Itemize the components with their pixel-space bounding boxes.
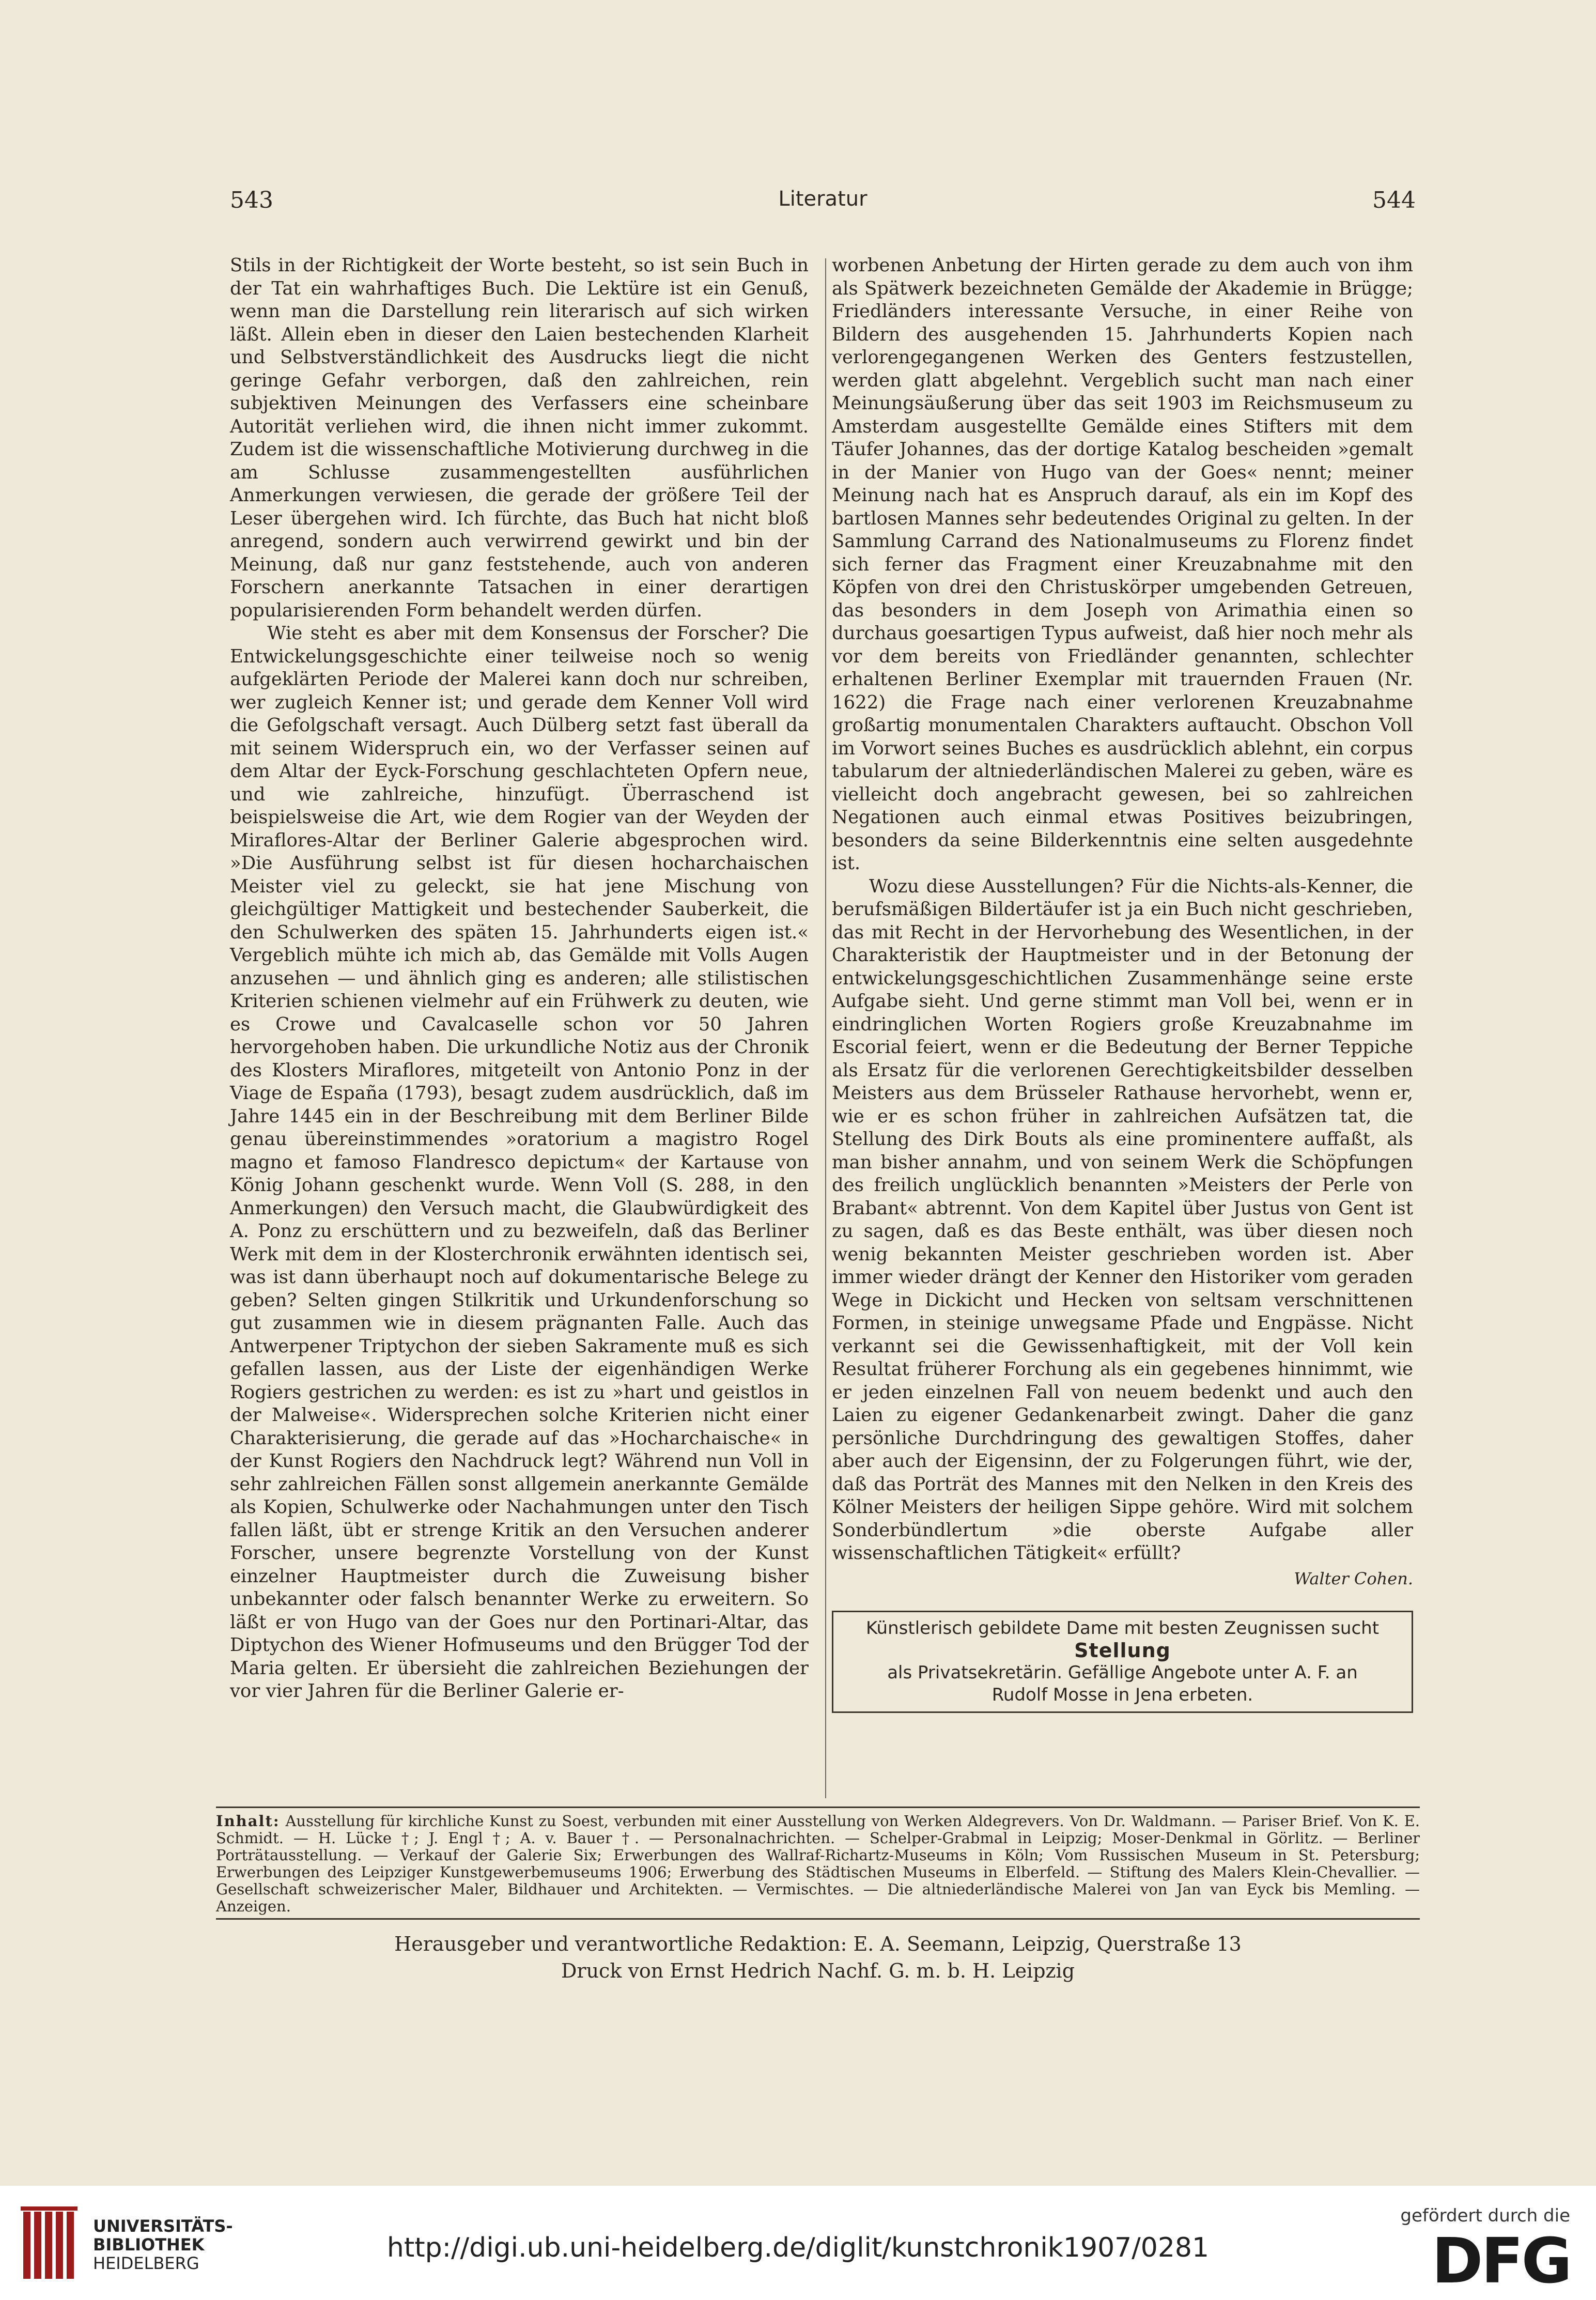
library-name-line: HEIDELBERG [93,2253,199,2273]
ad-line: Rudolf Mosse in Jena erbeten. [991,1685,1253,1705]
digitization-footer [0,2186,1596,2300]
author-signature: Walter Cohen. [1294,1568,1413,1588]
paragraph: Wie steht es aber mit dem Konsensus der Forscher? Die Entwickelungsgeschichte einer teilweise noch so wenig aufgeklärten Periode der Malerei kann doch nur schreiben, wer zugleich Kenner ist; und gerade dem Kenner Voll wird die Gefolgschaft versagt. Auch Dülberg setzt fast überall da mit seinem Widerspruch ein, wo der Verfasser seinen auf dem Altar der Eyck-Forschung geschlachteten Opfern neue, und wie zahlreiche, hinzufügt. Überraschend ist beispielsweise die Art, wie dem Rogier van der Weyden der Miraflores-Altar der Berliner Galerie abgesprochen wird. »Die Ausführung selbst ist für diesen hocharchaischen Meister viel zu geleckt, sie hat jene Mischung von gleichgültiger Mattigkeit und bestechender Sauberkeit, die den Schulwerken des späten 15. Jahrhunderts eigen ist.« Vergeblich mühte ich mich ab, das Gemälde mit Volls Augen anzusehen — und ähnlich ging es anderen; alle stilistischen Kriterien schienen vielmehr auf ein Frühwerk zu deuten, wie es Crowe und Cavalcaselle schon vor 50 Jahren hervorgehoben haben. Die urkundliche Notiz aus der Chronik des Klosters Miraflores, mitgeteilt von Antonio Ponz in der Viage de España (1793), besagt zudem ausdrücklich, daß im Jahre 1445 ein in der Beschreibung mit dem Berliner Bilde genau übereinstimmendes »oratorium a magistro Rogel magno et famoso Flandresco depictum« der Kartause von König Johann geschenkt wurde. Wenn Voll (S. 288, in den Anmerkungen) den Versuch macht, die Glaubwürdigkeit des A. Ponz zu erschüttern und zu bezweifeln, daß das Berliner Werk mit dem in der Klosterchronik erwähnten identisch sei, was ist dann überhaupt noch auf dokumentarische Belege zu geben? Selten gingen Stilkritik und Urkundenforschung so gut zusammen wie in diesem prägnanten Falle. Auch das Antwerpener Triptychon der sieben Sakramente muß es sich gefallen lassen, aus der Liste der eigenhändigen Werke Rogiers gestrichen zu werden: es ist zu »hart und geistlos in der Malweise«. Widersprechen solche Kriterien nicht einer Charakterisierung, die gerade auf das »Hocharchaische« in der Kunst Rogiers den Nachdruck legt? Während nun Voll in sehr zahlreichen Fällen sonst allgemein anerkannte Gemälde als Kopien, Schulwerke oder Nachahmungen unter den Tisch fallen läßt, übt er strenge Kritik an den Versuchen anderer Forscher, unsere begrenzte Vorstellung von der Kunst einzelner Hauptmeister durch die Zuweisung bisher unbekannter oder falsch benannter Werke zu erweitern. So läßt er von Hugo van der Goes nur den Portinari-Altar, das Diptychon des Wiener Hofmuseums und den Brügger Tod der Maria gelten. Er übersieht die zahlreichen Beziehungen der vor vier Jahren für die Berliner Galerie er- [230,623,809,1702]
ad-line: Künstlerisch gebildete Dame mit besten Zeugnissen sucht [865,1618,1380,1639]
paragraph: Stils in der Richtigkeit der Worte besteht, so ist sein Buch in der Tat ein wahrhaftiges Buch. Die Lektüre ist ein Genuß, wenn man die Darstellung rein literarisch auf sich wirken läßt. Allein eben in dieser den Laien bestechenden Klarheit und Selbstverständlichkeit des Ausdrucks liegt die nicht geringe Gefahr verborgen, daß den zahlreichen, rein subjektiven Meinungen des Verfassers eine scheinbare Autorität verliehen wird, die ihnen nicht immer zukommt. Zudem ist die wissenschaftliche Motivierung durchweg in die am Schlusse zusammengestellten ausführlichen Anmerkungen verwiesen, die gerade der größere Teil der Leser übergehen wird. Ich fürchte, das Buch hat nicht bloß anregend, sondern auch verwirrend gewirkt und bin der Meinung, daß nur ganz feststehende, auch von anderen Forschern anerkannte Tatsachen in einer derartigen popularisierenden Form behandelt werden dürfen. [230,255,809,621]
ad-line: als Privatsekretärin. Gefällige Angebote unter A. F. an [887,1662,1358,1683]
running-title: Literatur [778,187,867,211]
right-column [832,254,1413,1713]
contents-text: Ausstellung für kirchliche Kunst zu Soest, verbunden mit einer Ausstellung von Werken Aldegrevers. Von Dr. Waldmann. — Pariser Brief. Von K. E. Schmidt. — H. Lücke †; J. Engl †; A. v. Bauer †. — Personalnachrichten. — Schelper-Grabmal in Leipzig; Moser-Denkmal in Görlitz. — Berliner Porträtausstellung. — Verkauf der Galerie Six; Erwerbungen des Wallraf-Richartz-Museums in Köln; Vom Russischen Museum in St. Petersburg; Erwerbungen des Leipziger Kunstgewerbemuseums 1906; Erwerbung des Städtischen Museums in Elberfeld. — Stiftung des Malers Klein-Chevallier. — Gesellschaft schweizerischer Maler, Bildhauer und Architekten. — Vermischtes. — Die altniederländische Malerei von Jan van Eyck bis Memling. — Anzeigen. [216,1812,1420,1915]
contents-label: Inhalt: [216,1812,280,1830]
column-divider [825,258,826,1798]
left-column [230,254,809,1703]
page-number-right: 544 [1372,187,1416,213]
page-number-left: 543 [230,187,273,213]
imprint-printer: Druck von Ernst Hedrich Nachf. G. m. b. H. Leipzig [561,1959,1075,1982]
paragraph: worbenen Anbetung der Hirten gerade zu dem auch von ihm als Spätwerk bezeichneten Gemälde der Akademie in Brügge; Friedländers interessante Versuche, in einer Reihe von Bildern des ausgehenden 15. Jahrhunderts Kopien nach verlorengegangenen Werken des Genters festzustellen, werden glatt abgelehnt. Vergeblich sucht man nach einer Meinungsäußerung über das seit 1903 im Reichsmuseum zu Amsterdam ausgestellte Gemälde eines Stifters mit dem Täufer Johannes, das der dortige Katalog bescheiden »gemalt in der Manier von Hugo van der Goes« nennt; meiner Meinung nach hat es Anspruch darauf, als ein im Kopf des bartlosen Mannes sehr bedeutendes Original zu gelten. In der Sammlung Carrand des Nationalmuseums zu Florenz findet sich ferner das Fragment einer Kreuzabnahme mit den Köpfen von drei den Christuskörper umgebenden Getreuen, das besonders in dem Joseph von Arimathia einen so durchaus goesartigen Typus aufweist, daß hier noch mehr als vor dem bereits von Friedländer genannten, schlechter erhaltenen Berliner Exemplar mit trauernden Frauen (Nr. 1622) die Frage nach einer verlorenen Kreuzabnahme großartig monumentalen Charakters auftaucht. Obschon Voll im Vorwort seines Buches es ausdrücklich ablehnt, ein corpus tabularum der altniederländischen Malerei zu geben, wäre es vielleicht doch angebracht gewesen, bei so zahlreichen Negationen auch einmal etwas Positives beizubringen, besonders da seine Bilderkenntnis eine selten ausgedehnte ist. [832,255,1413,874]
paragraph: Wozu diese Ausstellungen? Für die Nichts-als-Kenner, die berufsmäßigen Bildertäufer ist ja ein Buch nicht geschrieben, das mit Recht in der Hervorhebung des Wesentlichen, in der Charakteristik der Hauptmeister und in der Betonung der entwickelungsgeschichtlichen Zusammenhänge seine erste Aufgabe sieht. Und gerne stimmt man Voll bei, wenn er in eindringlichen Worten Rogiers große Kreuzabnahme im Escorial feiert, wenn er die Bedeutung der Berner Teppiche als Ersatz für die verlorenen Gerechtigkeitsbilder desselben Meisters aus dem Brüsseler Rathause hervorhebt, wenn er, wie er es schon früher in zahlreichen Aufsätzen tat, die Stellung des Dirk Bouts als eine prominentere auffaßt, als man bisher annahm, und von seinem Werk die Schöpfungen des freilich unglücklich benannten »Meisters der Perle von Brabant« abtrennt. Von dem Kapitel über Justus von Gent ist zu sagen, daß es das Beste enthält, was über diesen noch wenig bekannten Meister geschrieben worden ist. Aber immer wieder drängt der Kenner den Historiker vom geraden Wege in Dickicht und Hecken von seltsam verschnittenen Formen, in steinige unwegsame Pfade und Engpässe. Nicht verkannt sei die Gewissenhaftigkeit, mit der Voll kein Resultat früherer Forchung als ein gegebenes hinnimmt, wie er jeden einzelnen Fall von neuem bedenkt und auch den Laien zu eigener Gedankenarbeit zwingt. Daher die ganz persönliche Durchdringung des gewaltigen Stoffes, daher aber auch der Eigensinn, der zu Folgerungen führt, wie der, daß das Porträt des Mannes mit den Nelken in den Kreis des Kölner Meisters der heiligen Sippe gehöre. Wird mit solchem Sonderbündlertum »die oberste Aufgabe aller wissenschaftlichen Tätigkeit« erfüllt? [832,875,1413,1564]
library-name-line: UNIVERSITÄTS- [93,2216,233,2236]
advertisement-box [832,1611,1413,1713]
library-name-line: BIBLIOTHEK [93,2235,205,2255]
imprint-editor: Herausgeber und verantwortliche Redaktion: E. A. Seemann, Leipzig, Querstraße 13 [394,1933,1242,1955]
table-of-contents [216,1813,1420,1915]
dfg-logo: DFG [1431,2226,1570,2297]
imprint [216,1931,1420,1984]
contents-top-rule [216,1807,1420,1808]
page-header [230,187,1416,223]
contents-bottom-rule [216,1918,1420,1920]
funding-label: gefördert durch die [1400,2205,1570,2226]
ad-heading: Stellung [1074,1639,1171,1662]
permalink-url[interactable]: http://digi.ub.uni-heidelberg.de/diglit/kunstchronik1907/0281 [386,2232,1210,2263]
